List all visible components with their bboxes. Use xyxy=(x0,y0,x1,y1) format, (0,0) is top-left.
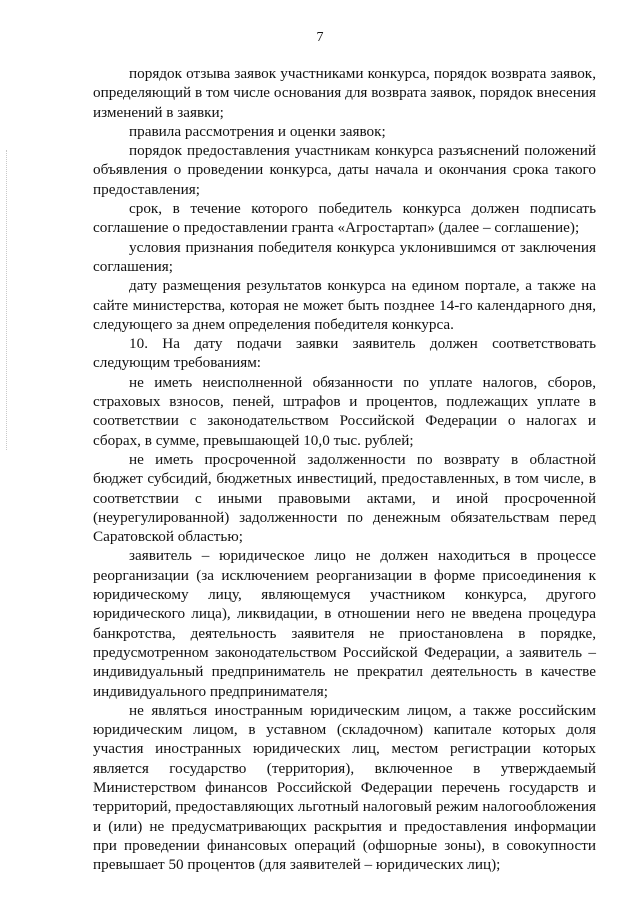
page-number: 7 xyxy=(316,30,324,45)
paragraph-overdue-debt: не иметь просроченной задолженности по возврату в областной бюджет субсидий, бюджетных инвестиций, предоставленных, в том числе, в соответствии с иными правовыми актами, и иной просроченной (неурегулированной) задолженности по денежным обязательствам перед Саратовской областью; xyxy=(93,450,596,546)
paragraph-requirements-intro: 10. На дату подачи заявки заявитель должен соответствовать следующим требованиям: xyxy=(93,335,596,372)
paragraph-signing-deadline: срок, в течение которого победитель конкурса должен подписать соглашение о предоставлении гранта «Агростартап» (далее – соглашение); xyxy=(93,200,596,237)
paragraph-reorganization: заявитель – юридическое лицо не должен находиться в процессе реорганизации (за исключением реорганизации в форме присоединения к юридическому лицу, являющемуся участником конкурса, другого юридического лица), ликвидации, в отношении него не введена процедура банкротства, деятельность заявителя не приостановлена в порядке, предусмотренном законодательством Российской Федерации, а заявитель – индивидуальный предприниматель не прекратил деятельность в качестве индивидуального предпринимателя; xyxy=(93,547,596,700)
scan-edge-mark xyxy=(6,150,8,450)
paragraph-results-date: дату размещения результатов конкурса на едином портале, а также на сайте министерства, которая не может быть позднее 14-го календарного дня, следующего за днем определения победителя конкурса. xyxy=(93,277,596,333)
paragraph-evasion-conditions: условия признания победителя конкурса уклонившимся от заключения соглашения; xyxy=(93,238,596,275)
paragraph-review-rules: правила рассмотрения и оценки заявок; xyxy=(129,122,386,140)
paragraph-tax-debt: не иметь неисполненной обязанности по уплате налогов, сборов, страховых взносов, пеней, штрафов и процентов, подлежащих уплате в соответствии с законодательством Российской Федерации о налогах и сборах, в сумме, превышающей 10,0 тыс. рублей; xyxy=(93,373,596,449)
document-body xyxy=(93,64,596,874)
paragraph-foreign-entity: не являться иностранным юридическим лицом, а также российским юридическим лицом, в уставном (складочном) капитале которых доля участия иностранных юридических лиц, местом регистрации которых является государство (территория), включенное в утверждаемый Министерством финансов Российской Федерации перечень государств и территорий, предоставляющих льготный налоговый режим налогообложения и (или) не предусматривающих раскрытия и предоставления информации при проведении финансовых операций (офшорные зоны), в совокупности превышает 50 процентов (для заявителей – юридических лиц); xyxy=(93,701,596,874)
paragraph-clarifications: порядок предоставления участникам конкурса разъяснений положений объявления о проведении конкурса, даты начала и окончания срока такого предоставления; xyxy=(93,142,596,198)
paragraph-withdrawal-order: порядок отзыва заявок участниками конкурса, порядок возврата заявок, определяющий в том числе основания для возврата заявок, порядок внесения изменений в заявки; xyxy=(93,65,596,121)
